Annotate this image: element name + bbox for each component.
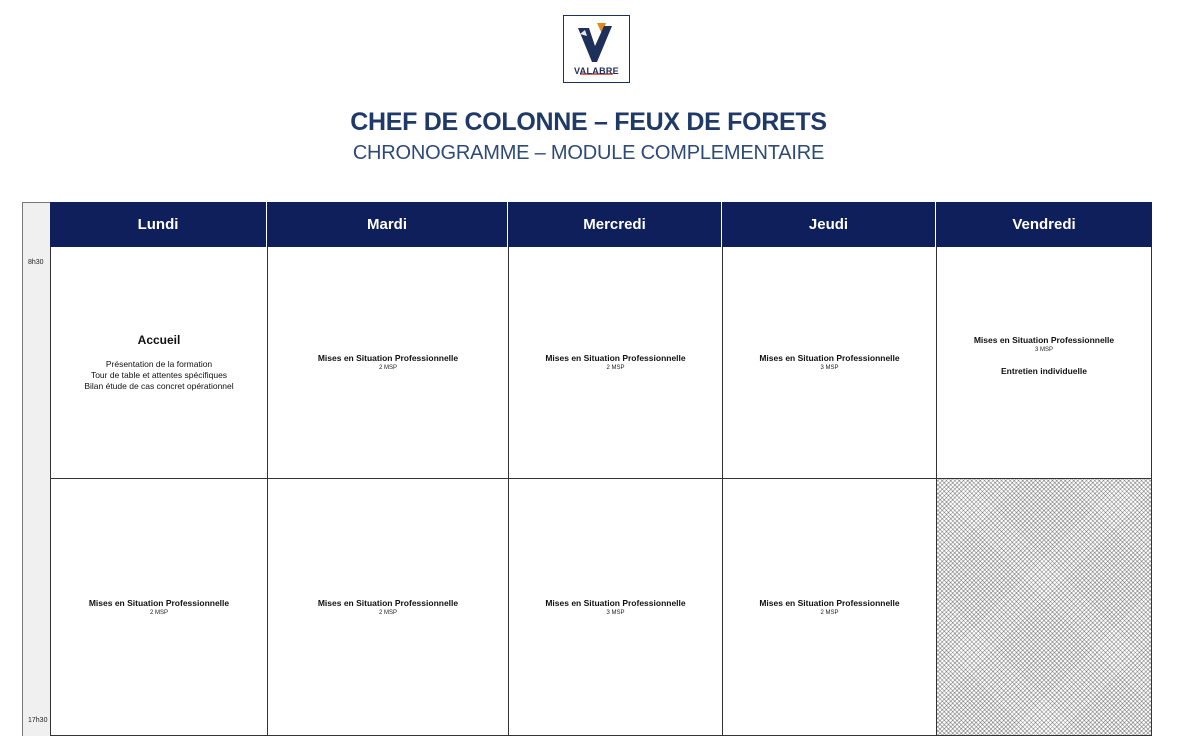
activity-detail: 2 MSP xyxy=(149,609,168,616)
cell-jeudi-pm xyxy=(722,479,936,736)
activity-label-entretien: Entretien individuelle xyxy=(1001,366,1087,376)
cell-mardi-pm xyxy=(267,479,508,736)
valabre-logo xyxy=(563,15,630,83)
accueil-line: Tour de table et attentes spécifiques xyxy=(90,370,228,380)
day-header-lundi: Lundi xyxy=(50,202,267,247)
time-start: 8h30 xyxy=(28,259,44,266)
accueil-line: Bilan étude de cas concret opérationnel xyxy=(84,381,234,391)
activity-detail: 3 MSP xyxy=(1034,347,1053,353)
activity-detail: 2 MSP xyxy=(378,609,397,616)
day-header-mercredi: Mercredi xyxy=(508,202,722,247)
activity-detail: 3 MSP xyxy=(820,365,839,371)
cell-lundi-pm xyxy=(50,479,267,736)
activity-label: Mises en Situation Professionnelle xyxy=(759,597,900,608)
page-subtitle: CHRONOGRAMME – MODULE COMPLEMENTAIRE xyxy=(352,142,825,164)
time-column xyxy=(22,202,50,736)
activity-label: Mises en Situation Professionnelle xyxy=(317,597,459,608)
cell-vendredi-am xyxy=(936,247,1152,479)
cell-vendredi-pm-empty xyxy=(936,479,1152,736)
activity-label: Mises en Situation Professionnelle xyxy=(759,353,900,363)
activity-label: Mises en Situation Professionnelle xyxy=(545,353,686,363)
time-end: 17h30 xyxy=(28,717,48,724)
activity-label: Mises en Situation Professionnelle xyxy=(88,597,230,608)
logo-text: VALABRE xyxy=(574,66,619,76)
accueil-title: Accueil xyxy=(137,333,181,347)
cell-lundi-am xyxy=(50,247,267,479)
activity-label: Mises en Situation Professionnelle xyxy=(545,597,686,608)
cell-mardi-am xyxy=(267,247,508,479)
page-title: CHEF DE COLONNE – FEUX DE FORETS xyxy=(350,108,827,136)
activity-label: Mises en Situation Professionnelle xyxy=(973,335,1115,345)
cell-mercredi-am xyxy=(508,247,722,479)
cell-mercredi-pm xyxy=(508,479,722,736)
cell-jeudi-am xyxy=(722,247,936,479)
day-header-vendredi: Vendredi xyxy=(936,202,1152,247)
activity-detail: 2 MSP xyxy=(820,609,839,616)
activity-detail: 2 MSP xyxy=(378,365,397,371)
accueil-line: Présentation de la formation xyxy=(105,359,213,369)
schedule-grid xyxy=(50,202,1152,736)
activity-detail: 3 MSP xyxy=(606,609,625,616)
day-header-mardi: Mardi xyxy=(267,202,508,247)
activity-detail: 2 MSP xyxy=(606,365,625,371)
activity-label: Mises en Situation Professionnelle xyxy=(317,353,459,363)
day-header-jeudi: Jeudi xyxy=(722,202,936,247)
